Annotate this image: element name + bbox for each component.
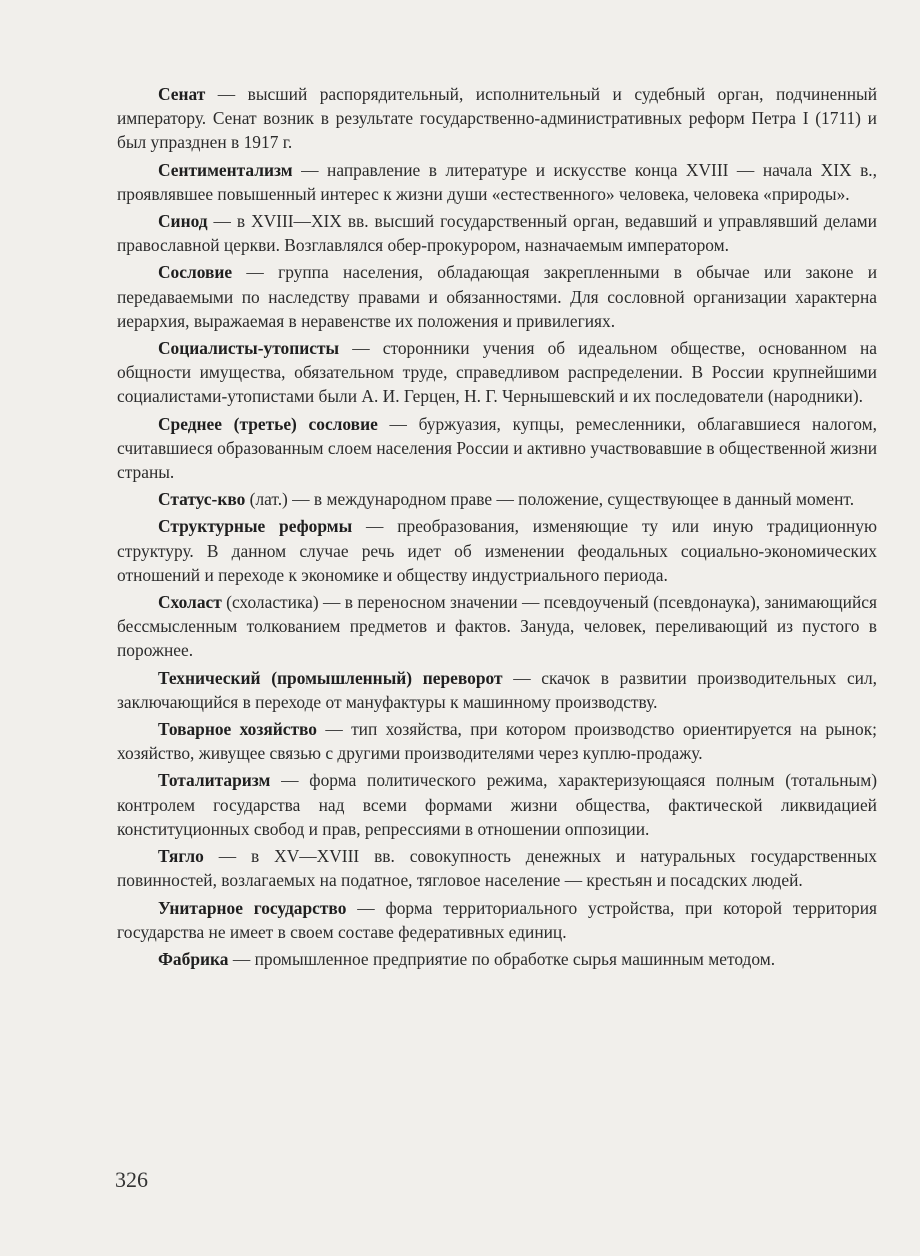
glossary-definition: — в XVIII—XIX вв. высший государственный орган, ведавший и управлявший делами православной церкви. Возглавлялся обер-прокурором, назначаемым императором. [117, 211, 877, 256]
glossary-entry-soslovie [117, 260, 877, 333]
glossary-term: Сословие [158, 262, 233, 283]
glossary-definition: — буржуазия, купцы, ремесленники, облагавшиеся налогом, считавшиеся образованным слоем населения России и активно участвовавшие в общественной жизни страны. [117, 413, 878, 483]
glossary-term: Схоласт [158, 592, 222, 613]
glossary-definition: — форма территориального устройства, при которой территория государства не имеет в своем составе федеративных единиц. [117, 897, 878, 942]
glossary-definition: — в XV—XVIII вв. совокупность денежных и натуральных государственных повинностей, возлагаемых на податное, тягловое население — крестьян и посадских людей. [117, 846, 877, 891]
glossary-entry-socialisty-utopisty [117, 336, 877, 409]
glossary-entry-strukturnye-reformy [117, 514, 877, 587]
glossary-definition: — направление в литературе и искусстве конца XVIII — начала XIX в., проявлявшее повышенный интерес к жизни души «естественного» человека, человека «природы». [117, 159, 877, 204]
glossary-definition: — форма политического режима, характеризующаяся полным (тотальным) контролем государства над всеми формами жизни общества, фактической ликвидацией конституционных свобод и прав, репрессиями в отношении оппозиции. [117, 770, 877, 839]
glossary-definition: — группа населения, обладающая закрепленными в обычае или законе и передаваемыми по наследству правами и обязанностями. Для сословной организации характерна иерархия, выражаемая в неравенстве их положения и привилегиях. [117, 262, 877, 331]
glossary-term: Технический (промышленный) переворот [158, 667, 503, 688]
glossary-term: Тягло [158, 846, 204, 867]
glossary-definition: — промышленное предприятие по обработке сырья машинным методом. [228, 948, 776, 969]
glossary-entry-sholast [117, 590, 877, 663]
glossary-entry-tyaglo [117, 844, 877, 892]
glossary-term: Фабрика [158, 948, 229, 969]
glossary-term: Товарное хозяйство [158, 719, 317, 740]
glossary-definition: — тип хозяйства, при котором производство ориентируется на рынок; хозяйство, живущее связью с другими производителями через куплю-продажу. [117, 719, 878, 764]
glossary-definition: (лат.) — в международном праве — положение, существующее в данный момент. [245, 489, 855, 510]
glossary-term: Синод [158, 211, 208, 232]
glossary-entry-unitarnoe-gosudarstvo [117, 896, 877, 944]
glossary-entry-sinod [117, 209, 877, 257]
glossary-entry-sentimentalizm [117, 158, 877, 206]
page-number: 326 [115, 1167, 148, 1192]
glossary-term: Сенат [158, 84, 206, 104]
glossary-entry-status-kvo [117, 487, 877, 511]
glossary-definition: — высший распорядительный, исполнительный и судебный орган, подчиненный императору. Сенат возник в результате государственно-административных реформ Петра I (1711) и был упразднен в 1917 г. [117, 84, 877, 153]
glossary-entry-senat [117, 82, 877, 155]
glossary-list [117, 82, 877, 974]
glossary-term: Среднее (третье) сословие [158, 413, 378, 434]
glossary-term: Структурные реформы [158, 516, 353, 537]
glossary-definition: — сторонники учения об идеальном обществе, основанном на общности имущества, обязательном труде, справедливом распределении. В России крупнейшими социалистами-утопистами были А. И. Герцен, Н. Г. Чернышевский и их последователи (народники). [117, 338, 877, 407]
glossary-term: Унитарное государство [158, 897, 347, 918]
glossary-entry-fabrika [117, 947, 877, 971]
glossary-entry-tehnicheskiy-perevorot [117, 666, 877, 714]
glossary-term: Социалисты-утописты [158, 338, 340, 359]
glossary-entry-totalitarizm [117, 768, 877, 841]
glossary-definition: (схоластика) — в переносном значении — псевдоученый (псевдонаука), занимающийся бессмысленным толкованием предметов и фактов. Зануда, человек, переливающий из пустого в порожнее. [117, 592, 877, 661]
glossary-term: Тоталитаризм [158, 770, 271, 791]
glossary-entry-tovarnoe-hozyaystvo [117, 717, 877, 765]
glossary-term: Статус-кво [158, 489, 246, 510]
glossary-term: Сентиментализм [158, 159, 293, 180]
glossary-definition: — преобразования, изменяющие ту или иную традиционную структуру. В данном случае речь идет об изменении феодальных социально-экономических отношений и переходе к экономике и обществу индустриального периода. [117, 516, 877, 585]
glossary-definition: — скачок в развитии производительных сил, заключающийся в переходе от мануфактуры к машинному производству. [117, 667, 877, 712]
glossary-entry-srednee-soslovie [117, 412, 877, 485]
